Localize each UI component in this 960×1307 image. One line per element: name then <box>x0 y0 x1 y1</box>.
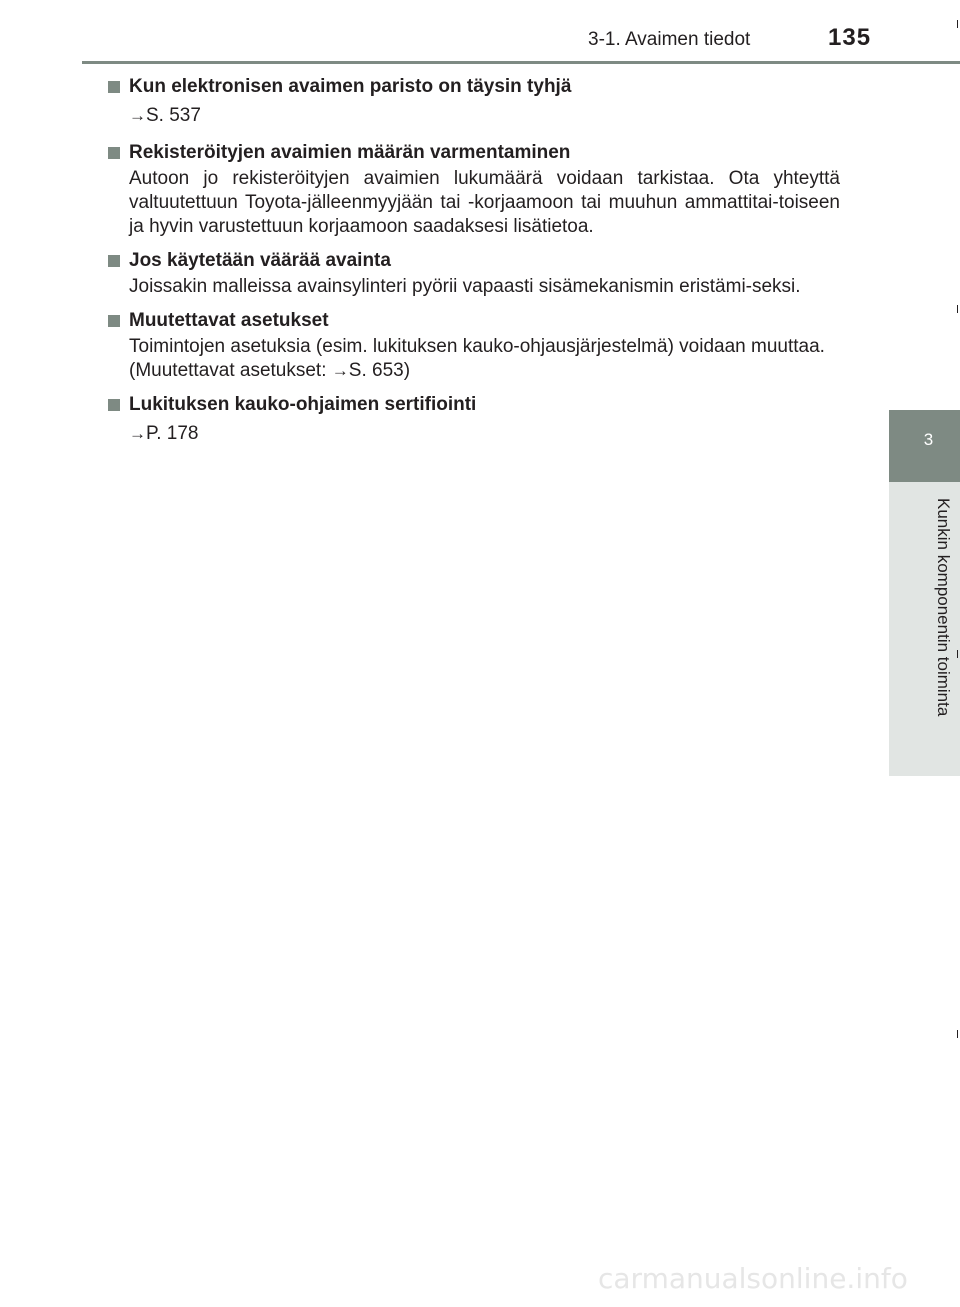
reference-text: P. 178 <box>146 423 199 444</box>
crop-mark <box>957 650 958 658</box>
heading-text: Rekisteröityjen avaimien määrän varmentaminen <box>129 142 571 163</box>
item-heading <box>108 139 840 167</box>
section-item <box>108 73 840 131</box>
body-text <box>129 359 840 383</box>
square-bullet-icon <box>108 147 120 159</box>
arrow-icon: → <box>129 424 146 443</box>
item-heading <box>108 307 840 335</box>
square-bullet-icon <box>108 81 120 93</box>
page-content <box>108 73 840 457</box>
heading-text: Jos käytetään väärää avainta <box>129 250 391 271</box>
section-item <box>108 247 840 299</box>
crop-mark <box>957 1030 958 1038</box>
item-heading <box>108 247 840 275</box>
square-bullet-icon <box>108 315 120 327</box>
reference-text: S. 653) <box>348 360 411 381</box>
chapter-title-tab <box>889 482 960 776</box>
crop-mark <box>957 20 958 28</box>
item-heading <box>108 73 840 101</box>
chapter-tab <box>889 410 960 482</box>
chapter-number: 3 <box>923 430 934 449</box>
body-text: Autoon jo rekisteröityjen avaimien lukumäärä voidaan tarkistaa. Ota yhteyttä valtuutettuun Toyota-jälleenmyyjään tai -korjaamoon tai muuhun ammattitai-toiseen ja hyvin varustettuun korjaamoon saadaksesi lisätietoa. <box>129 168 840 237</box>
chapter-title: Kunkin komponentin toiminta <box>934 498 953 717</box>
header-rule <box>82 61 960 64</box>
heading-text: Muutettavat asetukset <box>129 310 329 331</box>
section-item <box>108 391 840 449</box>
page-reference <box>129 419 840 449</box>
crop-mark <box>957 305 958 313</box>
square-bullet-icon <box>108 255 120 267</box>
reference-text: S. 537 <box>146 105 201 126</box>
page-reference <box>129 101 840 131</box>
settings-prefix: (Muutettavat asetukset: <box>129 360 332 381</box>
page-number: 135 <box>828 24 872 51</box>
section-item <box>108 307 840 383</box>
body-text: Toimintojen asetuksia (esim. lukituksen kauko-ohjausjärjestelmä) voidaan muuttaa. <box>129 336 825 357</box>
heading-text: Kun elektronisen avaimen paristo on täysin tyhjä <box>129 76 572 97</box>
arrow-icon: → <box>129 106 146 125</box>
arrow-icon: → <box>331 361 349 380</box>
body-text: Joissakin malleissa avainsylinteri pyörii vapaasti sisämekanismin eristämi-seksi. <box>129 276 801 297</box>
section-title: 3-1. Avaimen tiedot <box>588 29 751 50</box>
watermark: carmanualsonline.info <box>598 1262 908 1295</box>
heading-text: Lukituksen kauko-ohjaimen sertifiointi <box>129 394 477 415</box>
section-item <box>108 139 840 239</box>
square-bullet-icon <box>108 399 120 411</box>
item-heading <box>108 391 840 419</box>
